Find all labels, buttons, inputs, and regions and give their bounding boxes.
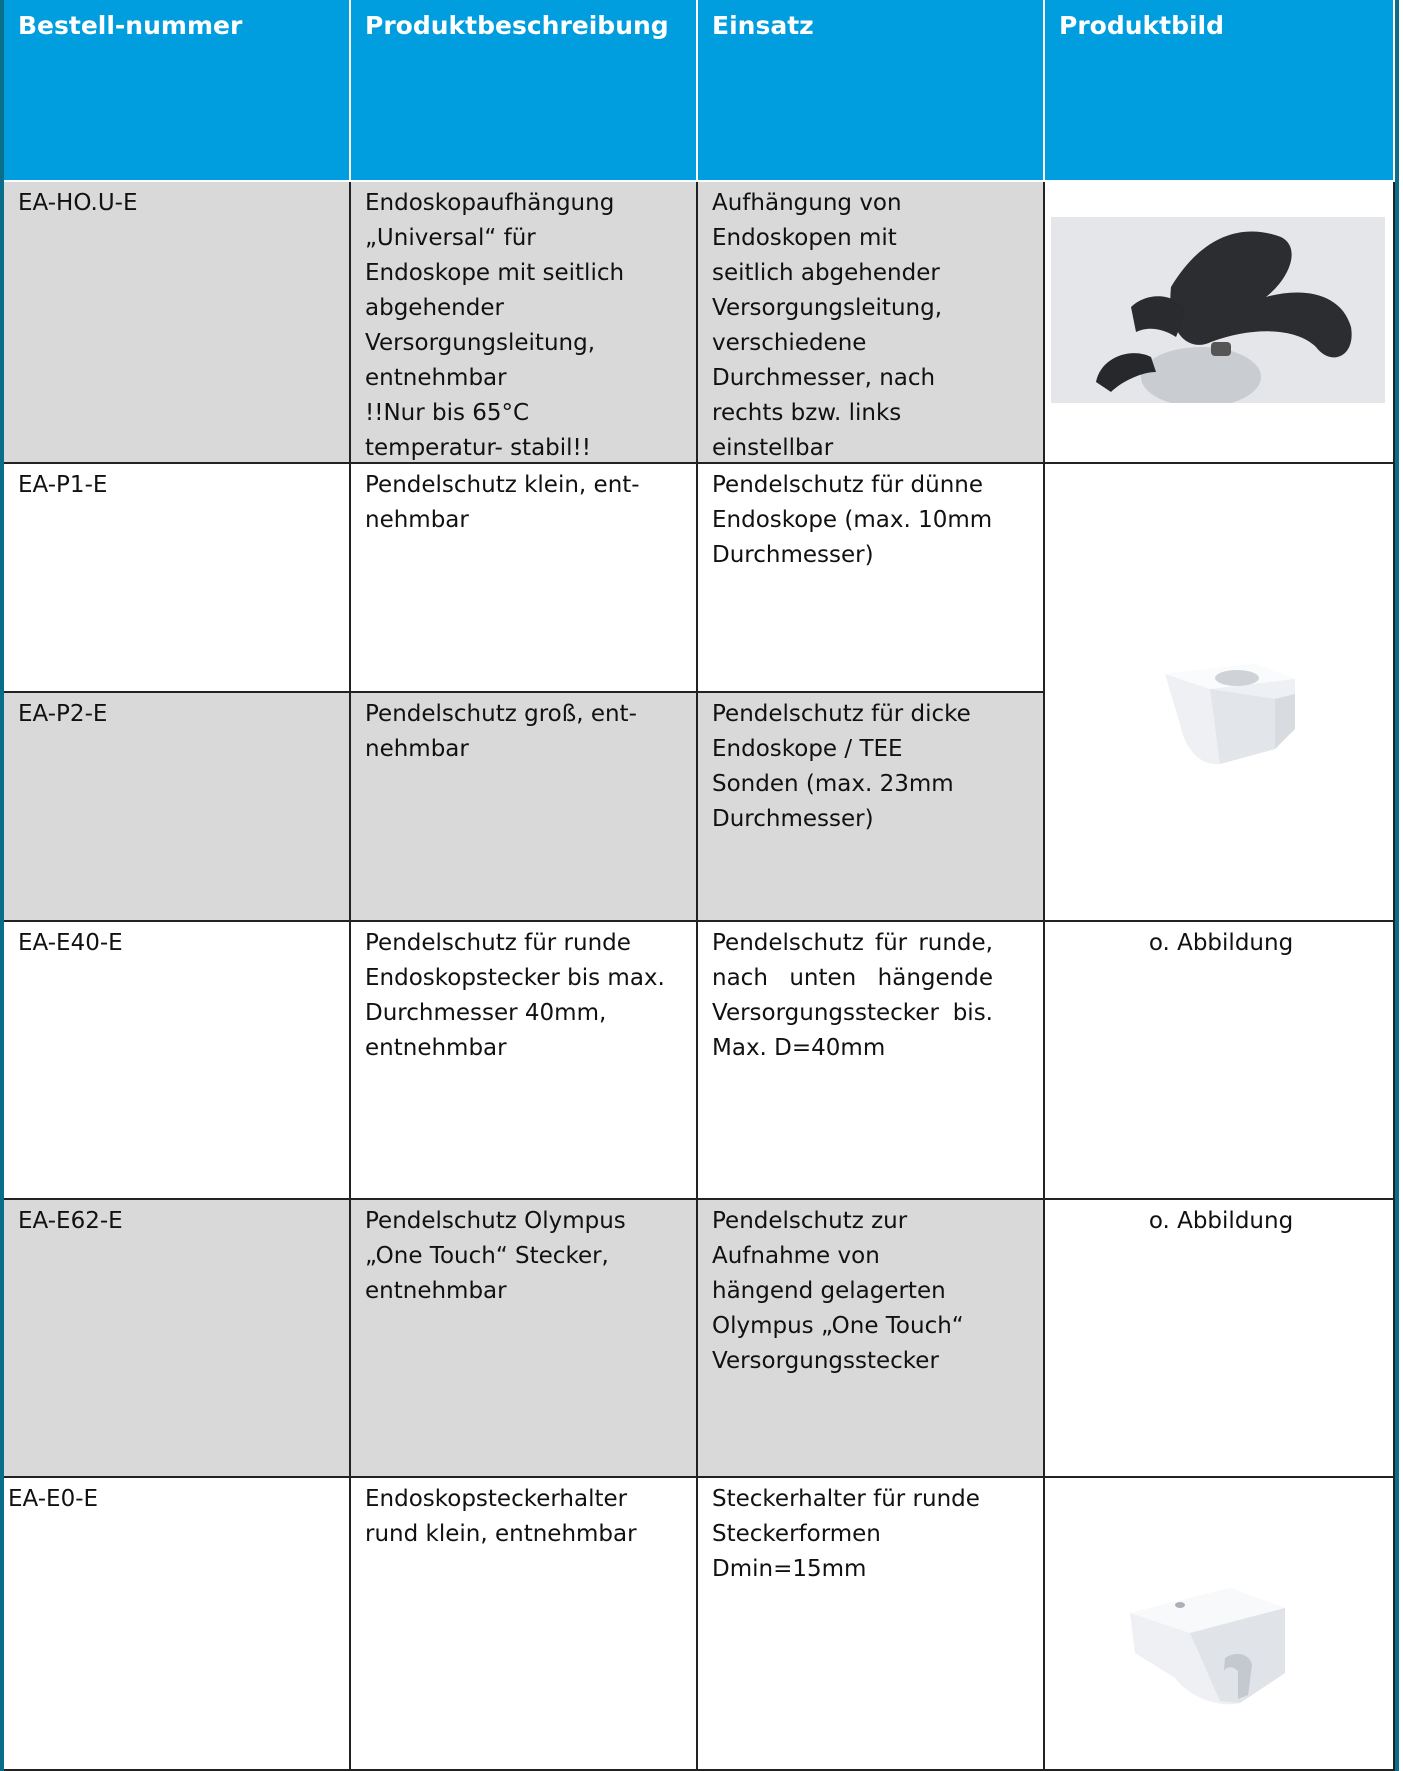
row6-description: Endoskopsteckerhalter rund klein, entnehmbar <box>351 1478 698 1771</box>
row5-usage: Pendelschutz zur Aufnahme von hängend gelagerten Olympus „One Touch“ Versorgungsstecker <box>698 1200 1045 1478</box>
header-description: Produktbeschreibung <box>351 0 698 182</box>
row1-description: Endoskopaufhängung „Universal“ für Endoskope mit seitlich abgehender Versorgungsleitung, entnehmbar !!Nur bis 65°C temperatur- stabil!! <box>351 182 698 464</box>
endoscope-holder-image <box>1051 217 1385 403</box>
row3-usage: Pendelschutz für dicke Endoskope / TEE Sonden (max. 23mm Durchmesser) <box>698 693 1045 922</box>
row5-image-note: o. Abbildung <box>1045 1200 1395 1478</box>
header-usage: Einsatz <box>698 0 1045 182</box>
row6-number: EA-E0-E <box>4 1478 351 1771</box>
row6-image-cell <box>1045 1478 1395 1771</box>
row4-description: Pendelschutz für runde Endoskopstecker bis max. Durchmesser 40mm, entnehmbar <box>351 922 698 1200</box>
row2-usage: Pendelschutz für dünne Endoskope (max. 10mm Durchmesser) <box>698 464 1045 693</box>
row4-number: EA-E40-E <box>4 922 351 1200</box>
row2-description: Pendelschutz klein, ent- nehmbar <box>351 464 698 693</box>
row6-usage: Steckerhalter für runde Steckerformen Dmin=15mm <box>698 1478 1045 1771</box>
header-product-image: Produktbild <box>1045 0 1395 182</box>
row1-number: EA-HO.U-E <box>4 182 351 464</box>
plug-holder-image <box>1120 1583 1300 1713</box>
row3-number: EA-P2-E <box>4 693 351 922</box>
row2-number: EA-P1-E <box>4 464 351 693</box>
pendulum-guard-image <box>1155 654 1305 774</box>
row4-image-note: o. Abbildung <box>1045 922 1395 1200</box>
row1-image-cell <box>1045 182 1395 464</box>
row5-description: Pendelschutz Olympus „One Touch“ Stecker, entnehmbar <box>351 1200 698 1478</box>
row2-3-image-cell <box>1045 464 1395 922</box>
row4-usage: Pendelschutz für runde, nach unten hängende Versorgungsstecker bis. Max. D=40mm <box>698 922 1045 1200</box>
row5-number: EA-E62-E <box>4 1200 351 1478</box>
row1-usage: Aufhängung von Endoskopen mit seitlich abgehender Versorgungsleitung, verschiedene Durchmesser, nach rechts bzw. links einstellbar <box>698 182 1045 464</box>
header-order-number: Bestell-nummer <box>4 0 351 182</box>
row3-description: Pendelschutz groß, ent- nehmbar <box>351 693 698 922</box>
